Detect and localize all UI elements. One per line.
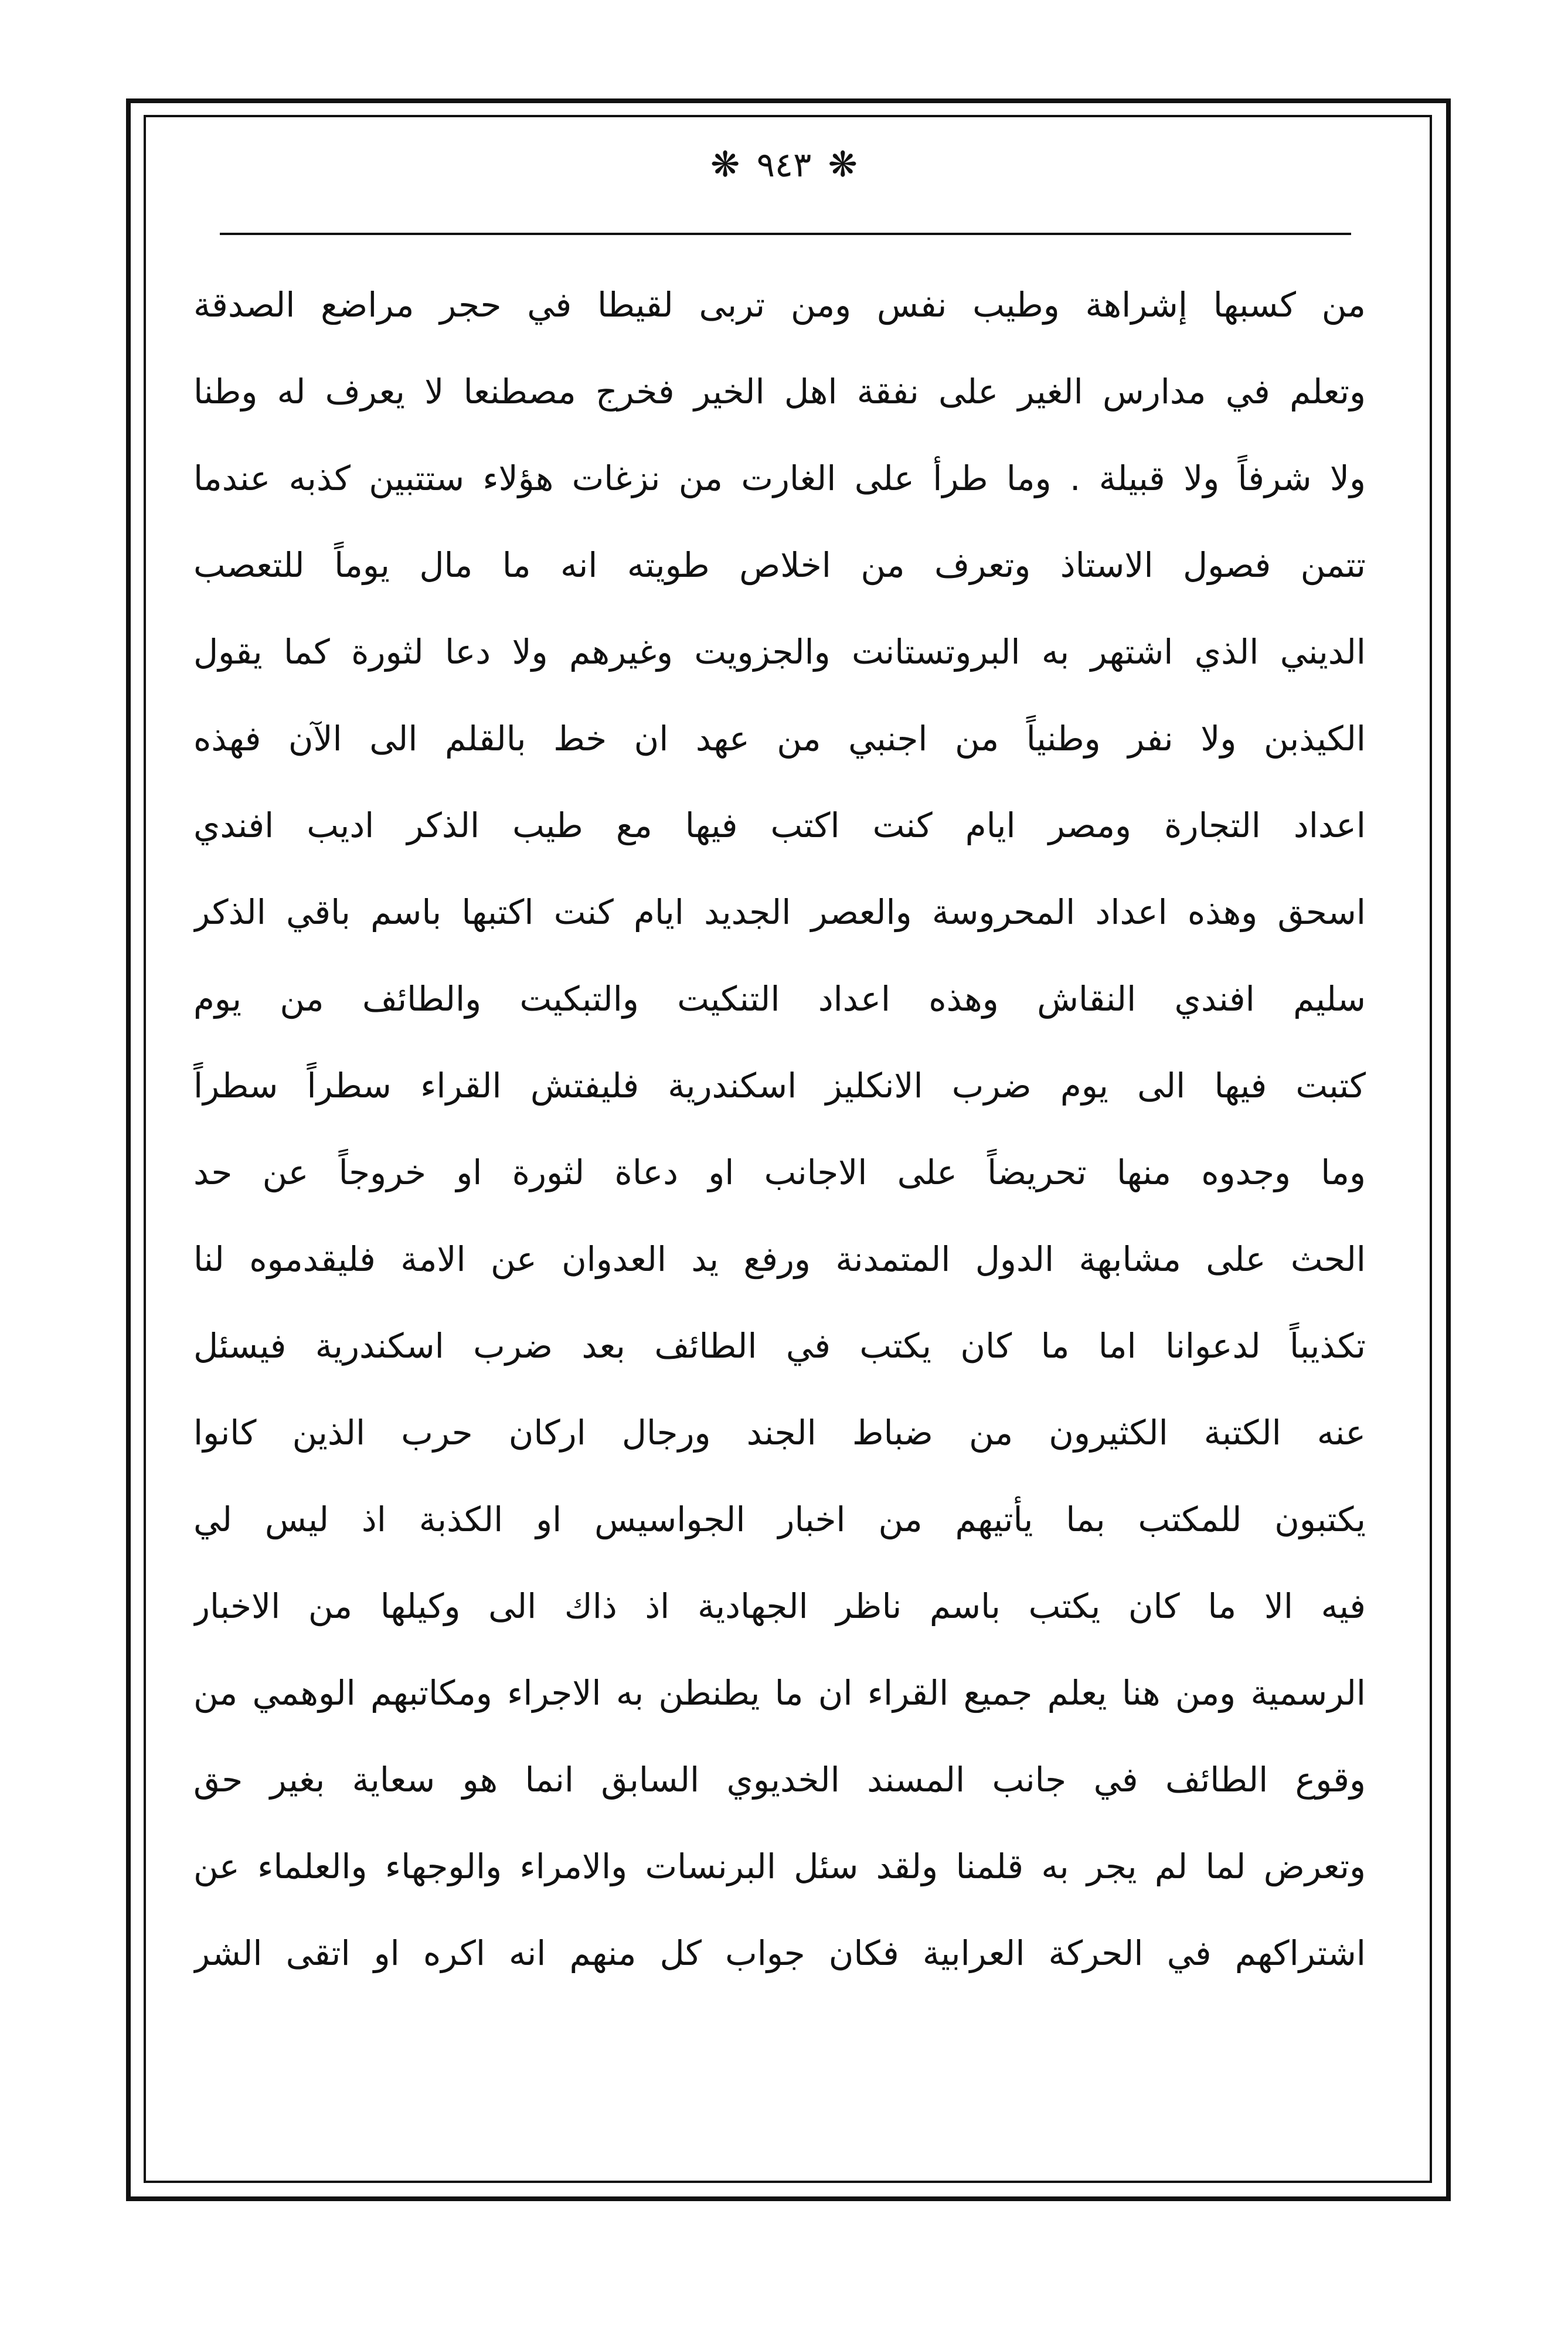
- text-line: اعداد التجارة ومصر ايام كنت اكتب فيها مع طيب الذكر اديب افندي: [193, 805, 1366, 845]
- text-line: سليم افندي النقاش وهذه اعداد التنكيت والتبكيت والطائف من يوم: [193, 979, 1366, 1019]
- text-line: يكتبون للمكتب بما يأتيهم من اخبار الجواسيس او الكذبة اذ ليس لي: [193, 1499, 1366, 1539]
- header-divider: [220, 233, 1351, 235]
- text-line: تتمن فصول الاستاذ وتعرف من اخلاص طويته انه ما مال يوماً للتعصب: [193, 545, 1366, 585]
- text-line: اشتراكهم في الحركة العرابية فكان جواب كل منهم انه اكره او اتقى الشر: [193, 1933, 1366, 1973]
- page-number: ٩٤٣: [756, 145, 812, 185]
- ornament-right-icon: ❋: [828, 144, 858, 185]
- text-line: الكيذبن ولا نفر وطنياً من اجنبي من عهد ان خط بالقلم الى الآن فهذه: [193, 719, 1366, 759]
- text-line: الرسمية ومن هنا يعلم جميع القراء ان ما يطنطن به الاجراء ومكاتبهم الوهمي من: [193, 1673, 1366, 1713]
- ornament-left-icon: ❋: [710, 144, 740, 185]
- text-line: اسحق وهذه اعداد المحروسة والعصر الجديد ايام كنت اكتبها باسم باقي الذكر: [193, 892, 1366, 932]
- text-line: عنه الكتبة الكثيرون من ضباط الجند ورجال اركان حرب الذين كانوا: [193, 1413, 1366, 1453]
- text-line: تكذيباً لدعوانا اما ما كان يكتب في الطائف بعد ضرب اسكندرية فيسئل: [193, 1326, 1366, 1366]
- text-line: فيه الا ما كان يكتب باسم ناظر الجهادية اذ ذاك الى وكيلها من الاخبار: [193, 1586, 1366, 1626]
- text-line: وما وجدوه منها تحريضاً على الاجانب او دعاة لثورة او خروجاً عن حد: [193, 1152, 1366, 1192]
- text-line: ولا شرفاً ولا قبيلة . وما طرأ على الغارت من نزغات هؤلاء ستتبين كذبه عندما: [193, 458, 1366, 498]
- text-line: الديني الذي اشتهر به البروتستانت والجزويت وغيرهم ولا دعا لثورة كما يقول: [193, 632, 1366, 672]
- text-line: وقوع الطائف في جانب المسند الخديوي السابق انما هو سعاية بغير حق: [193, 1760, 1366, 1800]
- text-line: الحث على مشابهة الدول المتمدنة ورفع يد العدوان عن الامة فليقدموه لنا: [193, 1239, 1366, 1279]
- text-line: وتعلم في مدارس الغير على نفقة اهل الخير فخرج مصطنعا لا يعرف له وطنا: [193, 372, 1366, 412]
- text-line: من كسبها إشراهة وطيب نفس ومن تربى لقيطا في حجر مراضع الصدقة: [193, 285, 1366, 325]
- text-line: وتعرض لما لم يجر به قلمنا ولقد سئل البرنسات والامراء والوجهاء والعلماء عن: [193, 1846, 1366, 1886]
- page-header: [0, 138, 1568, 191]
- body-text: [193, 261, 1366, 1997]
- text-line: كتبت فيها الى يوم ضرب الانكليز اسكندرية فليفتش القراء سطراً سطراً: [193, 1066, 1366, 1106]
